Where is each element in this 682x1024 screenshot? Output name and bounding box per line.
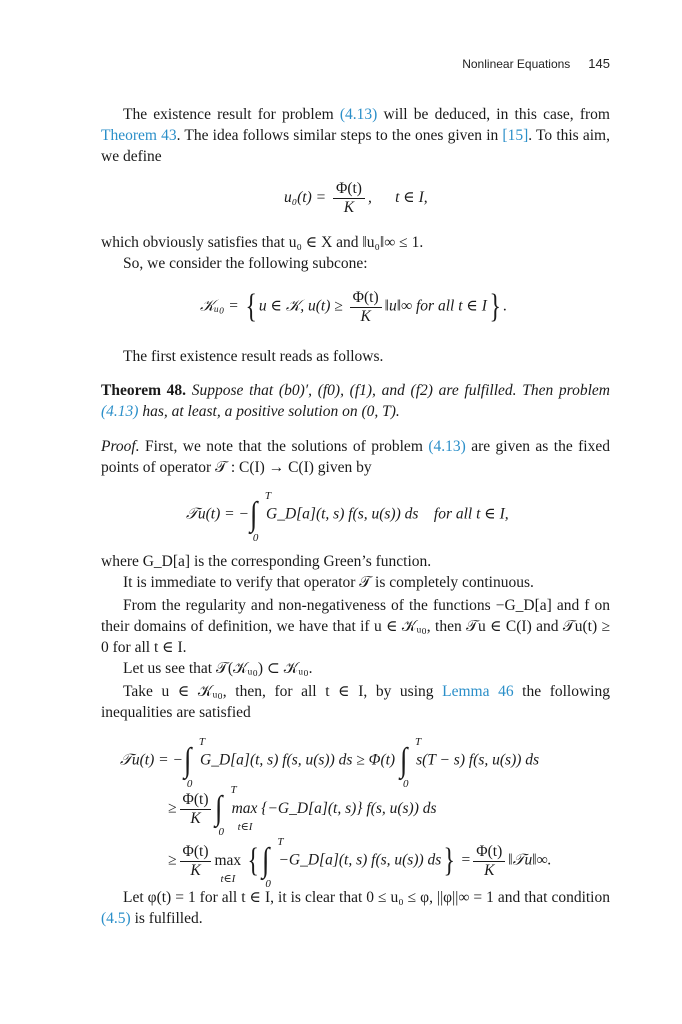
paragraph-9 [101, 681, 610, 723]
lower-limit: 0 [265, 878, 271, 890]
upper-limit: T [264, 490, 272, 502]
paragraph-10 [101, 887, 610, 929]
proof-text: First, we note that the solutions of problem [139, 438, 429, 455]
equation-ref-link[interactable]: (4.5) [101, 910, 131, 927]
eq-lhs: 𝒯u(t) = − [186, 505, 249, 523]
frac-den: K [360, 307, 371, 325]
text: . To this aim, we define [101, 127, 610, 165]
max-subscript: t∈I [220, 872, 236, 885]
lower-limit: 0 [186, 778, 193, 790]
eq-part: u ∈ 𝒦, u(t) ≥ [258, 297, 347, 315]
paragraph-3: So, we consider the following subcone: [123, 255, 368, 272]
eq-part: G_D[a](t, s) f(s, u(s)) ds ≥ Φ(t) [200, 751, 396, 769]
frac-num: Φ(t) [473, 843, 505, 862]
eq-rel: ≥ [168, 799, 177, 817]
frac-num: Φ(t) [333, 180, 365, 199]
upper-limit: T [277, 836, 284, 848]
equation-operator: 𝒯u(t) = −∫ T 0 G_D[a](t, s) f(s, u(s)) ds for all t ∈ I, [186, 490, 509, 544]
text: Let φ(t) = 1 for all t ∈ I, it is clear that 0 ≤ u₀ ≤ φ, ||φ||∞ = 1 and that condition [123, 889, 610, 906]
eq-rel: ≥ [168, 851, 177, 869]
text: Take u ∈ 𝒦ᵤ₀, then, for all t ∈ I, by using [123, 683, 443, 700]
upper-limit: T [198, 736, 206, 748]
equation-ref-link[interactable]: (4.13) [339, 106, 378, 123]
header-section: Nonlinear Equations [462, 57, 571, 71]
running-header [462, 56, 610, 71]
theorem-label: Theorem 48. [101, 382, 187, 399]
upper-limit: T [414, 736, 422, 748]
eq-part: s(T − s) f(s, u(s)) ds [416, 751, 540, 769]
frac-den: K [484, 861, 495, 879]
eq-rel: = [461, 851, 471, 869]
theorem-48 [101, 380, 610, 422]
proof-label: Proof. [101, 438, 140, 455]
theorem-ref-link[interactable]: Theorem 43 [101, 127, 177, 144]
text: The existence result for problem [123, 106, 340, 123]
paragraph-8: Let us see that 𝒯(𝒦ᵤ₀) ⊂ 𝒦ᵤ₀. [123, 660, 313, 677]
eq-part: max {−G_D[a](t, s)} f(s, u(s)) ds [231, 799, 437, 817]
lower-limit: 0 [402, 778, 409, 790]
citation-link[interactable]: [15] [502, 127, 529, 144]
inequality-line-1: 𝒯u(t) = −∫ T 0 G_D[a](t, s) f(s, u(s)) ds ≥ Φ(t) ∫ T 0 s(T − s) f(s, u(s)) ds [120, 736, 540, 790]
text: will be deduced, in this case, from [377, 106, 610, 123]
max-subscript: t∈I [237, 820, 253, 833]
eq-part: ‖𝒯u‖∞. [508, 851, 552, 869]
max-op: max [214, 851, 242, 869]
equation-ref-link[interactable]: (4.13) [428, 438, 466, 455]
frac-num: Φ(t) [350, 289, 382, 308]
eq-body: G_D[a](t, s) f(s, u(s)) ds for all t ∈ I, [266, 505, 509, 523]
page-number: 145 [588, 56, 610, 71]
frac-den: K [190, 809, 201, 827]
paragraph-4: The first existence result reads as follows. [123, 348, 384, 365]
paragraph-6: It is immediate to verify that operator 𝒯 is completely continuous. [123, 574, 534, 591]
equation-subcone: 𝒦ᵤ₀ = { u ∈ 𝒦, u(t) ≥ $\frac{\Phi(t)}{K}$ ‖u‖∞ for all t ∈ I} . [200, 288, 508, 325]
eq-part: ‖u‖∞ for all t ∈ I [384, 297, 487, 315]
equation-ref-link[interactable]: (4.13) [101, 403, 139, 420]
paragraph-5: where G_D[a] is the corresponding Green’s function. [101, 553, 432, 570]
eq-tail: , t ∈ I, [367, 189, 428, 207]
paragraph-7: From the regularity and non-negativeness of the functions −G_D[a] and f on their domains of definition, we have that if u ∈ 𝒦ᵤ₀, then 𝒯u ∈ C(I) and 𝒯u(t) ≥ 0 for all t ∈ I. [101, 597, 610, 656]
equation-u0 [284, 180, 428, 217]
eq-lhs: u₀(t) = [284, 189, 330, 207]
paragraph-intro [101, 104, 610, 167]
frac-den: K [190, 861, 201, 879]
upper-limit: T [230, 784, 237, 796]
inequality-line-3: ≥ $\frac{\Phi(t)}{K}$ max t∈I {∫ T 0 −G_D[a](t, s) f(s, u(s)) ds} = $\frac{\Phi(t)}{K}$ ‖𝒯u‖∞. [168, 836, 552, 890]
frac-num: Φ(t) [180, 791, 212, 810]
theorem-text: has, at least, a positive solution on (0, T). [138, 403, 400, 420]
proof-text: are given as the fixed points of operator 𝒯 : C(I) → C(I) given by [101, 438, 610, 476]
text: . The idea follows similar steps to the ones given in [176, 127, 503, 144]
text: the following inequalities are satisfied [101, 683, 610, 721]
frac-num: Φ(t) [180, 843, 212, 862]
eq-lhs: 𝒦ᵤ₀ = [200, 297, 243, 315]
proof [101, 436, 610, 478]
lower-limit: 0 [252, 532, 259, 544]
eq-end: . [503, 297, 508, 315]
theorem-text: Suppose that (b0)′, (f0), (f1), and (f2) are fulfilled. Then problem [186, 382, 610, 399]
paragraph-2: which obviously satisfies that u₀ ∈ X and ‖u₀‖∞ ≤ 1. [101, 234, 424, 251]
lower-limit: 0 [218, 826, 224, 838]
frac-den: K [343, 199, 355, 216]
eq-part: −G_D[a](t, s) f(s, u(s)) ds [278, 851, 442, 869]
text: is fulfilled. [130, 910, 203, 927]
lemma-ref-link[interactable]: Lemma 46 [442, 683, 514, 700]
eq-lhs: 𝒯u(t) = − [120, 751, 183, 769]
inequality-line-2: ≥ $\frac{\Phi(t)}{K}$ ∫ T 0 max {−G_D[a](t, s)} f(s, u(s)) ds t∈I [168, 784, 437, 838]
